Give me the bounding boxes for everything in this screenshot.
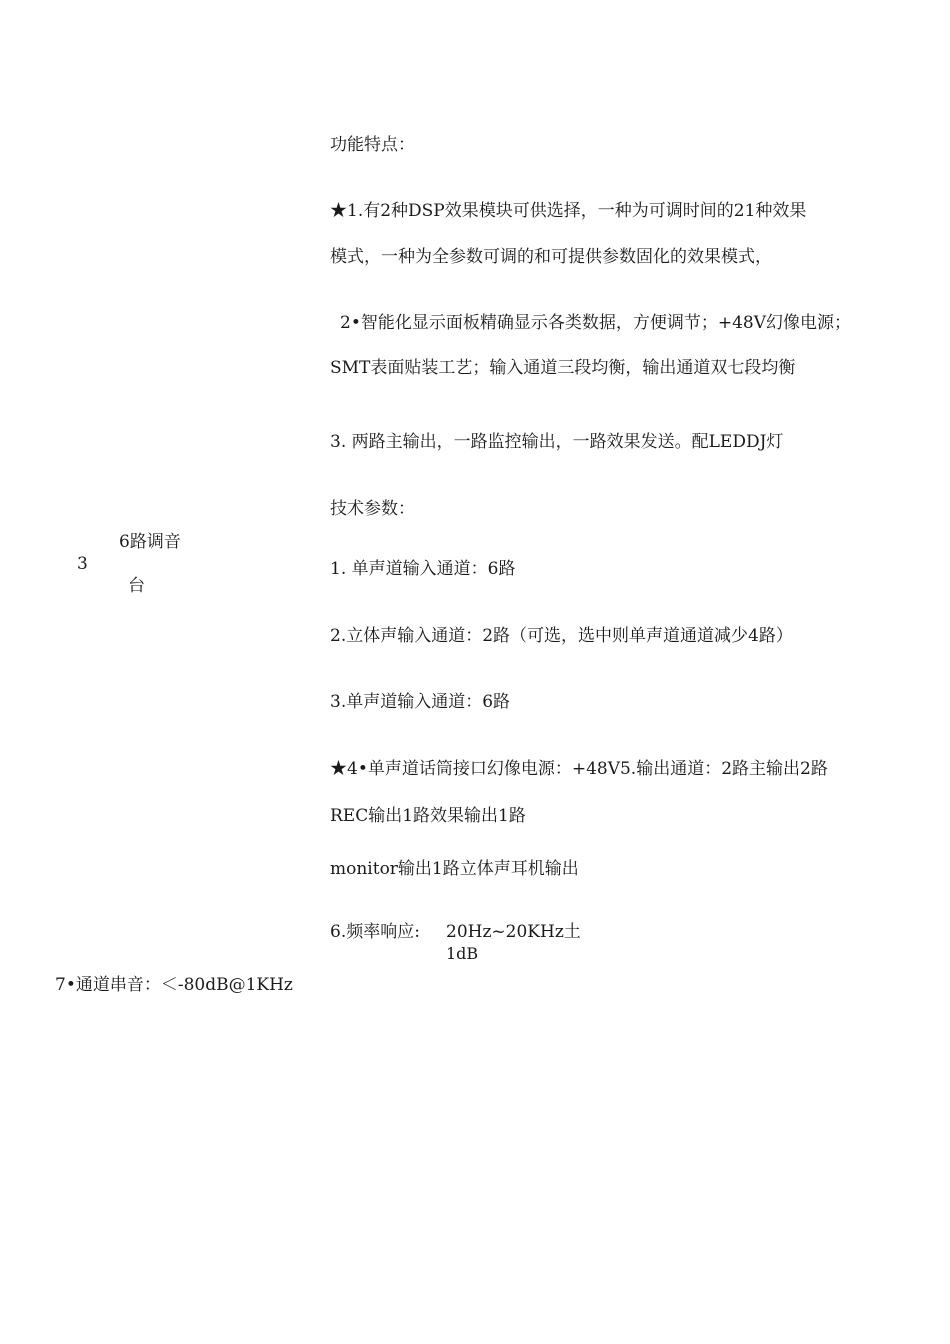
feature-2-line2: SMT表面贴装工艺；输入通道三段均衡，输出通道双七段均衡 — [330, 358, 796, 378]
features-heading: 功能特点： — [330, 135, 415, 155]
specs-heading: 技术参数： — [330, 499, 415, 519]
spec-4-line1: ★4•单声道话筒接口幻像电源：+48V5.输出通道：2路主输出2路 — [330, 759, 828, 779]
row-index: 3 — [77, 554, 88, 574]
feature-1-line2: 模式，一种为全参数可调的和可提供参数固化的效果模式， — [330, 247, 772, 267]
spec-2: 2.立体声输入通道：2路（可选，选中则单声道通道减少4路） — [330, 626, 793, 646]
feature-3: 3. 两路主输出，一路监控输出，一路效果发送。配LEDDJ灯 — [330, 432, 784, 452]
spec-3: 3.单声道输入通道：6路 — [330, 692, 511, 712]
feature-2-line1: 2•智能化显示面板精确显示各类数据，方便调节；+48V幻像电源； — [340, 313, 851, 333]
spec-1: 1. 单声道输入通道：6路 — [330, 559, 516, 579]
item-name-line1: 6路调音 — [119, 532, 181, 552]
spec-6-value-line2: 1dB — [446, 944, 479, 963]
spec-4-line3: monitor输出1路立体声耳机输出 — [330, 859, 579, 879]
spec-7: 7•通道串音：＜-80dB@1KHz — [55, 975, 293, 995]
feature-1-line1: ★1.有2种DSP效果模块可供选择，一种为可调时间的21种效果 — [330, 201, 807, 221]
item-name-line2: 台 — [128, 576, 145, 596]
spec-6-label: 6.频率响应: — [330, 922, 420, 942]
spec-6-value-line1: 20Hz~20KHz土 — [446, 922, 581, 942]
spec-4-line2: REC输出1路效果输出1路 — [330, 806, 526, 826]
